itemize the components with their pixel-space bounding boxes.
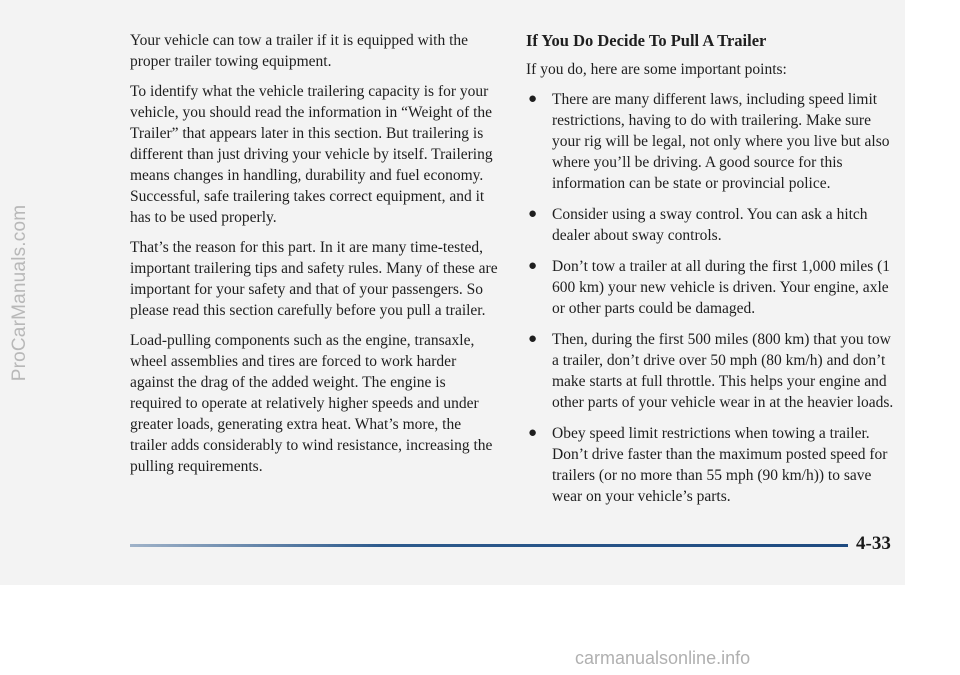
bullet-item-first-500-miles [526,329,896,413]
paragraph-load-pulling: Load-pulling components such as the engine, transaxle, wheel assemblies and tires are forced to work harder against the drag of the added weight. The engine is required to operate at relatively higher speeds and under greater loads, generating extra heat. What’s more, the trailer adds considerably to wind resistance, increasing the pulling requirements. [130,332,493,475]
bullet-text: Don’t tow a trailer at all during the first 1,000 miles (1 600 km) your new vehicle is driven. Your engine, axle or other parts could be damaged. [552,258,891,317]
bullet-list [526,89,896,507]
right-column [526,30,896,517]
section-intro: If you do, here are some important points: [526,61,787,78]
bullet-text: Consider using a sway control. You can ask a hitch dealer about sway controls. [552,206,868,244]
bullet-icon: ● [528,331,538,347]
page-number: 4-33 [856,533,891,554]
paragraph-intro: Your vehicle can tow a trailer if it is equipped with the proper trailer towing equipment. [130,32,469,70]
paragraph-reason: That’s the reason for this part. In it are many time-tested, important trailering tips and safety rules. Many of these are important for your safety and that of your passengers. So please read this section carefully before you pull a trailer. [130,239,498,319]
bottom-watermark: carmanualsonline.info [575,648,751,668]
bullet-icon: ● [528,206,538,222]
bullet-text: Then, during the first 500 miles (800 km) that you tow a trailer, don’t drive over 50 mph (80 km/h) and don’t make starts at full throttle. This helps your engine and other parts of your vehicle wear in at the heavier loads. [552,331,894,411]
left-column [130,30,500,486]
bullet-text: Obey speed limit restrictions when towing a trailer. Don’t drive faster than the maximum posted speed for trailers (or no more than 55 mph (90 km/h)) to save wear on your vehicle’s parts. [552,425,888,505]
footer-rule [130,544,848,547]
bullet-text: There are many different laws, including speed limit restrictions, having to do with trailering. Make sure your rig will be legal, not only where you live but also where you’ll be driving. A good source for this information can be state or provincial police. [552,91,890,192]
bullet-item-sway-control [526,204,896,246]
bullet-item-speed-limit [526,423,896,507]
bullet-icon: ● [528,425,538,441]
side-watermark-text: ProCarManuals.com [9,204,30,381]
paragraph-capacity: To identify what the vehicle trailering capacity is for your vehicle, you should read the information in “Weight of the Trailer” that appears later in this section. But trailering is different than just driving your vehicle by itself. Trailering means changes in handling, durability and fuel economy. Successful, safe trailering takes correct equipment, and it has to be used properly. [130,83,493,226]
bullet-icon: ● [528,91,538,107]
bullet-item-laws [526,89,896,194]
side-watermark [2,0,38,585]
bullet-icon: ● [528,258,538,274]
section-heading: If You Do Decide To Pull A Trailer [526,31,767,50]
bullet-item-first-1000-miles [526,256,896,319]
